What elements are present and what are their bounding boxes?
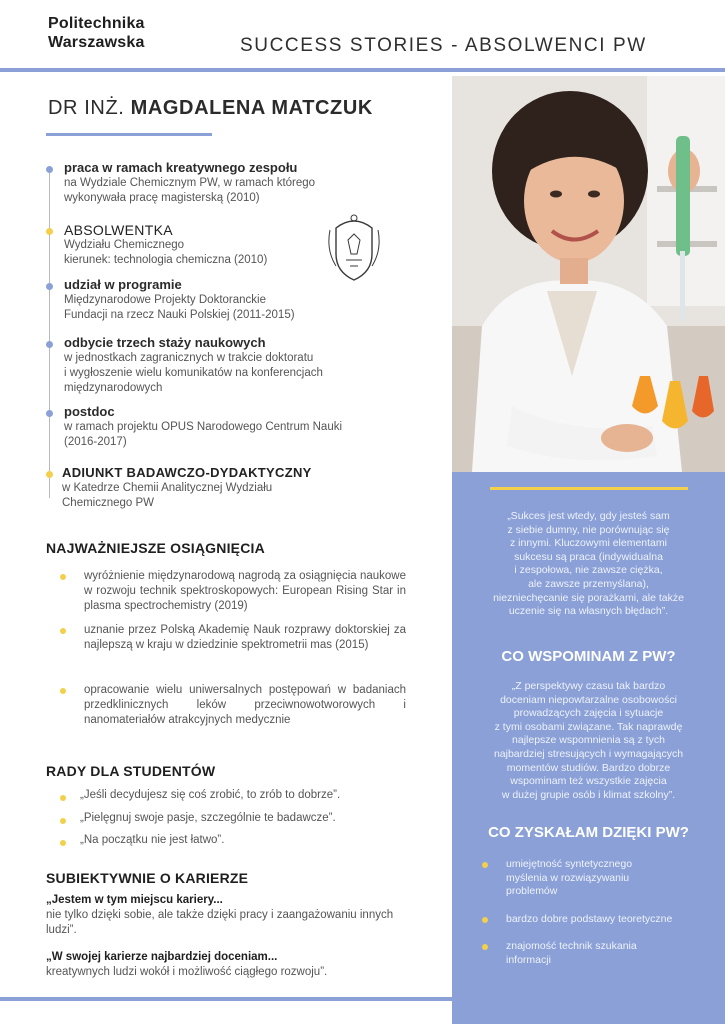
career-heading: SUBIEKTYWNIE O KARIERZE xyxy=(46,870,249,886)
sidebar-accent-line xyxy=(490,487,688,490)
timeline-title: udział w programie xyxy=(64,277,182,292)
bullet-icon xyxy=(60,795,66,801)
bullet-icon xyxy=(60,818,66,824)
memory-text: „Z perspektywy czasu tak bardzo doceniam niepowtarzalne osobowości prowadzących zajęcia i sytuacje z tymi osobami związane. Tak naprawdę najlepsze wspomnienia są z tych najbardziej stresujących i wymagających momentów studiów. Bardzo dobrze wspominam też wszystkie zajęcia w dużej grupie osób i klimat szkolny”. xyxy=(493,680,684,801)
person-name xyxy=(48,97,373,120)
gain-item: znajomość technik szukania informacji xyxy=(482,940,712,967)
page-header-title: SUCCESS STORIES - ABSOLWENCI PW xyxy=(240,35,647,56)
timeline-title: ADIUNKT BADAWCZO-DYDAKTYCZNY xyxy=(62,465,312,480)
timeline-title: praca w ramach kreatywnego zespołu xyxy=(64,160,298,175)
tip-item: „Pielęgnuj swoje pasje, szczególnie te badawcze”. xyxy=(80,812,336,824)
achievement-item: uznanie przez Polską Akademię Nauk rozprawy doktorskiej za najlepszą w kraju w dziedzinie spektrometrii mas (2015) xyxy=(84,624,406,651)
portrait-photo xyxy=(452,76,725,472)
timeline-dot xyxy=(46,471,53,478)
timeline-line xyxy=(49,170,50,498)
tip-item: „Jeśli decydujesz się coś zrobić, to zrób to dobrze”. xyxy=(80,789,341,801)
timeline-item xyxy=(62,465,312,511)
timeline-title: ABSOLWENTKA xyxy=(64,222,173,238)
timeline-item xyxy=(64,222,267,268)
timeline-dot xyxy=(46,283,53,290)
bottom-divider xyxy=(0,997,452,1001)
university-logo xyxy=(48,14,145,52)
career-quote-1 xyxy=(46,893,416,938)
timeline-item xyxy=(64,160,315,206)
timeline-desc: w ramach projektu OPUS Narodowego Centrum Nauki (2016-2017) xyxy=(64,421,343,448)
logo-line-1: Politechnika xyxy=(48,15,145,32)
gain-item: umiejętność syntetycznego myślenia w rozwiązywaniu problemów xyxy=(482,858,712,899)
timeline-desc: Międzynarodowe Projekty Doktoranckie Fundacji na rzecz Nauki Polskiej (2011-2015) xyxy=(64,294,295,321)
timeline-item xyxy=(64,277,295,323)
sidebar-panel xyxy=(452,472,725,1024)
success-quote: „Sukces jest wtedy, gdy jesteś sam z siebie dumny, nie porównując się z innymi. Kluczowymi elementami sukcesu są praca (indywidualna i zespołowa, nie zawsze ciężka, ale zawsze przemyślana), niezniechęcanie się porażkami, ale także uczenie się na własnych błędach”. xyxy=(493,510,684,618)
name-underline xyxy=(46,133,212,136)
gain-heading: CO ZYSKAŁAM DZIĘKI PW? xyxy=(488,824,689,841)
timeline-desc: na Wydziale Chemicznym PW, w ramach którego wykonywała pracę magisterską (2010) xyxy=(64,177,316,204)
name-main: MAGDALENA MATCZUK xyxy=(130,97,373,119)
timeline-desc: w Katedrze Chemii Analitycznej Wydziału Chemicznego PW xyxy=(62,482,273,509)
bullet-icon xyxy=(60,688,66,694)
career-quote-1-lead: „Jestem w tym miejscu kariery... xyxy=(46,894,223,906)
career-quote-2-text: kreatywnych ludzi wokół i możliwość ciągłego rozwoju”. xyxy=(46,966,328,978)
portrait-illustration xyxy=(452,76,725,472)
name-prefix: DR INŻ. xyxy=(48,97,131,119)
career-quote-2 xyxy=(46,950,416,980)
achievements-heading: NAJWAŻNIEJSZE OSIĄGNIĘCIA xyxy=(46,540,265,556)
career-quote-2-lead: „W swojej karierze najbardziej doceniam... xyxy=(46,951,278,963)
bullet-icon xyxy=(60,840,66,846)
timeline-desc: Wydziału Chemicznego kierunek: technologia chemiczna (2010) xyxy=(64,239,268,266)
timeline-dot xyxy=(46,410,53,417)
timeline-desc: w jednostkach zagranicznych w trakcie doktoratu i wygłoszenie wielu komunikatów na konferencjach międzynarodowych xyxy=(64,352,323,394)
career-quote-1-text: nie tylko dzięki sobie, ale także dzięki pracy i zaangażowaniu innych ludzi”. xyxy=(46,909,394,936)
tips-heading: RADY DLA STUDENTÓW xyxy=(46,763,216,779)
memory-heading: CO WSPOMINAM Z PW? xyxy=(501,648,676,665)
achievement-item: opracowanie wielu uniwersalnych postępowań w badaniach przedklinicznych leków przeciwnowotworowych i nanomateriałów atrakcyjnych medycznie xyxy=(84,684,406,726)
timeline-dot xyxy=(46,166,53,173)
timeline-dot xyxy=(46,228,53,235)
bullet-icon xyxy=(60,574,66,580)
gain-item: bardzo dobre podstawy teoretyczne xyxy=(482,913,712,927)
timeline-dot xyxy=(46,341,53,348)
timeline-item xyxy=(64,335,323,396)
timeline-title: odbycie trzech staży naukowych xyxy=(64,335,266,350)
achievement-item: wyróżnienie międzynarodową nagrodą za osiągnięcia naukowe w rozwoju technik spektroskopowych: European Rising Star in plasma spectrochemistry (2019) xyxy=(84,570,406,612)
logo-line-2: Warszawska xyxy=(48,34,145,51)
university-crest-icon xyxy=(326,210,382,284)
top-divider xyxy=(0,68,725,72)
timeline-item xyxy=(64,404,342,450)
gain-list xyxy=(482,858,712,967)
timeline-title: postdoc xyxy=(64,404,115,419)
tip-item: „Na początku nie jest łatwo”. xyxy=(80,834,225,846)
bullet-icon xyxy=(60,628,66,634)
